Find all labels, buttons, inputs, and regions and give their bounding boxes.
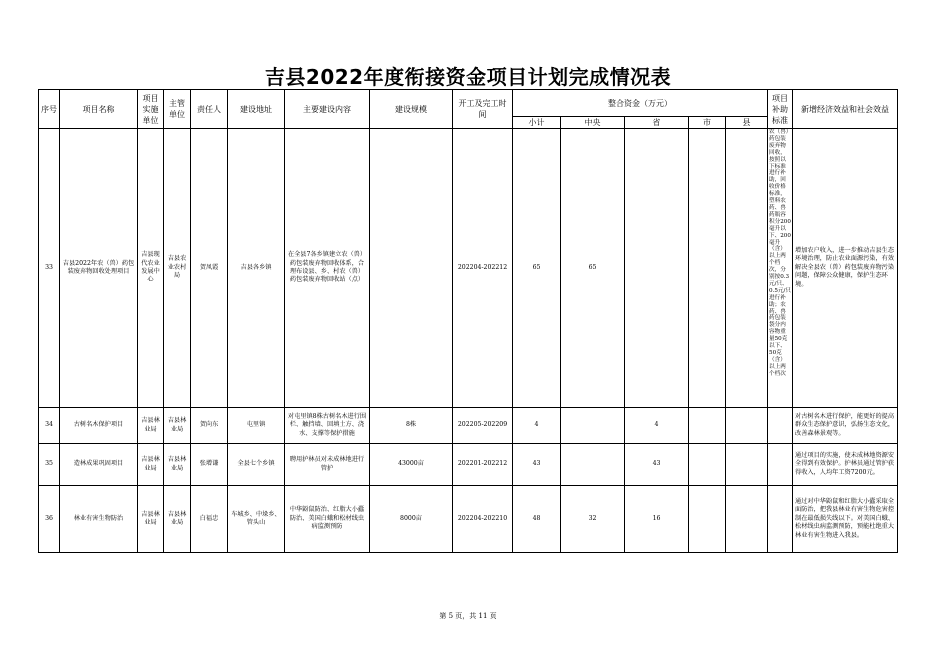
cell-site: 车城乡、中垛乡、管头山 — [228, 486, 285, 553]
cell-province: 16 — [625, 486, 689, 553]
cell-scale: 8株 — [370, 408, 453, 444]
cell-subsidy — [768, 408, 793, 444]
cell-name: 吉县2022年农（兽）药包装废弃物回收处理项目 — [60, 129, 138, 408]
cell-seq: 33 — [39, 129, 60, 408]
table-row — [39, 444, 898, 486]
cell-period: 202204-202210 — [453, 486, 513, 553]
header-city: 市 — [689, 117, 726, 129]
cell-impl-unit: 吉县林业局 — [138, 486, 164, 553]
cell-seq: 34 — [39, 408, 60, 444]
cell-content: 中华鼢鼠防治、红脂大小蠹防治、美国白蛾和松材线虫病监测预防 — [285, 486, 370, 553]
cell-content: 聘用护林员对未成林地进行管护 — [285, 444, 370, 486]
header-impl-unit: 项目实施单位 — [138, 90, 164, 129]
cell-subsidy: 农（兽）药包装废弃物回收，按照以下标准进行补助，回收价格标准，塑料农药、兽药瓶容积分200毫升以下、200毫升（含）以上两个档次，分别按0.3元/只、0.5元/只进行补助；农药、兽药包装袋分内容物重量50克以下、50克（含）以上两个档次 — [768, 129, 793, 408]
cell-city — [689, 129, 726, 408]
header-mgmt-unit: 主管单位 — [164, 90, 191, 129]
cell-city — [689, 486, 726, 553]
header-row — [39, 90, 898, 117]
cell-benefit: 通过项目的实施，使未成林地资源安全得到有效保护。护林员通过管护获得收入，人均年工资7200元。 — [793, 444, 898, 486]
cell-name: 造林成果巩固项目 — [60, 444, 138, 486]
cell-benefit: 增加农户收入，进一步推动吉县生态环境治理，防止农业面源污染，有效解决全县农（兽）药包装废弃物污染问题，保障公众健康，保护生态环境。 — [793, 129, 898, 408]
header-county: 县 — [726, 117, 768, 129]
header-subtotal: 小计 — [513, 117, 561, 129]
cell-name: 林业有害生物防治 — [60, 486, 138, 553]
cell-mgmt-unit: 吉县林业局 — [164, 486, 191, 553]
cell-central — [561, 444, 625, 486]
cell-period: 202204-202212 — [453, 129, 513, 408]
cell-subtotal: 4 — [513, 408, 561, 444]
cell-county — [726, 129, 768, 408]
cell-name: 古树名木保护项目 — [60, 408, 138, 444]
cell-subsidy — [768, 444, 793, 486]
table-row — [39, 408, 898, 444]
cell-subtotal: 48 — [513, 486, 561, 553]
cell-benefit: 对古树名木进行保护，能更好的提高群众生态保护意识，弘扬生态文化，改善森林景观等。 — [793, 408, 898, 444]
cell-county — [726, 486, 768, 553]
header-province: 省 — [625, 117, 689, 129]
cell-city — [689, 444, 726, 486]
header-responsible: 责任人 — [191, 90, 228, 129]
cell-responsible: 贺向东 — [191, 408, 228, 444]
cell-seq: 35 — [39, 444, 60, 486]
header-subsidy: 项目补助标准 — [768, 90, 793, 129]
cell-responsible: 白福忠 — [191, 486, 228, 553]
cell-central: 32 — [561, 486, 625, 553]
cell-content: 对屯里镇8株古树名木进行围栏、触挡墙、回填土方、浇水、支撑等保护措施 — [285, 408, 370, 444]
project-table — [38, 89, 898, 553]
cell-mgmt-unit: 吉县林业局 — [164, 408, 191, 444]
cell-mgmt-unit: 吉县农业农村局 — [164, 129, 191, 408]
table-row — [39, 486, 898, 553]
cell-seq: 36 — [39, 486, 60, 553]
header-period: 开工及完工时间 — [453, 90, 513, 129]
cell-impl-unit: 吉县林业局 — [138, 444, 164, 486]
cell-impl-unit: 吉县林业局 — [138, 408, 164, 444]
cell-responsible: 贺凤霞 — [191, 129, 228, 408]
header-funds: 整合资金（万元） — [513, 90, 768, 117]
header-scale: 建设规模 — [370, 90, 453, 129]
cell-period: 202205-202209 — [453, 408, 513, 444]
cell-subtotal: 65 — [513, 129, 561, 408]
cell-scale: 43000亩 — [370, 444, 453, 486]
header-site: 建设地址 — [228, 90, 285, 129]
cell-province — [625, 129, 689, 408]
cell-benefit: 通过对中华鼢鼠和红脂大小蠹采取全面防治，把我县林业有害生物危害控制在最低损失线以下。对美国白蛾、松材线虫病监测预防，预能杜绝重大林业有害生物进入我县。 — [793, 486, 898, 553]
cell-county — [726, 408, 768, 444]
cell-responsible: 张增谦 — [191, 444, 228, 486]
cell-impl-unit: 吉县现代农业发展中心 — [138, 129, 164, 408]
table-row — [39, 129, 898, 408]
cell-site: 屯里镇 — [228, 408, 285, 444]
header-central: 中央 — [561, 117, 625, 129]
header-name: 项目名称 — [60, 90, 138, 129]
cell-mgmt-unit: 吉县林业局 — [164, 444, 191, 486]
cell-scale: 8000亩 — [370, 486, 453, 553]
cell-city — [689, 408, 726, 444]
cell-province: 4 — [625, 408, 689, 444]
cell-province: 43 — [625, 444, 689, 486]
cell-period: 202201-202212 — [453, 444, 513, 486]
cell-subtotal: 43 — [513, 444, 561, 486]
header-content: 主要建设内容 — [285, 90, 370, 129]
cell-central: 65 — [561, 129, 625, 408]
cell-scale — [370, 129, 453, 408]
cell-subsidy — [768, 486, 793, 553]
cell-central — [561, 408, 625, 444]
page-number: 第 5 页，共 11 页 — [439, 612, 497, 620]
cell-site: 吉县各乡镇 — [228, 129, 285, 408]
page-title: 吉县2022年度衔接资金项目计划完成情况表 — [264, 65, 672, 89]
header-seq: 序号 — [39, 90, 60, 129]
cell-content: 在全县7各乡镇建立农（兽）药包装废弃物回收体系，合理布设县、乡、村农（兽）药包装废弃物回收站（点） — [285, 129, 370, 408]
header-benefit: 新增经济效益和社会效益 — [793, 90, 898, 129]
cell-county — [726, 444, 768, 486]
cell-site: 全县七个乡镇 — [228, 444, 285, 486]
